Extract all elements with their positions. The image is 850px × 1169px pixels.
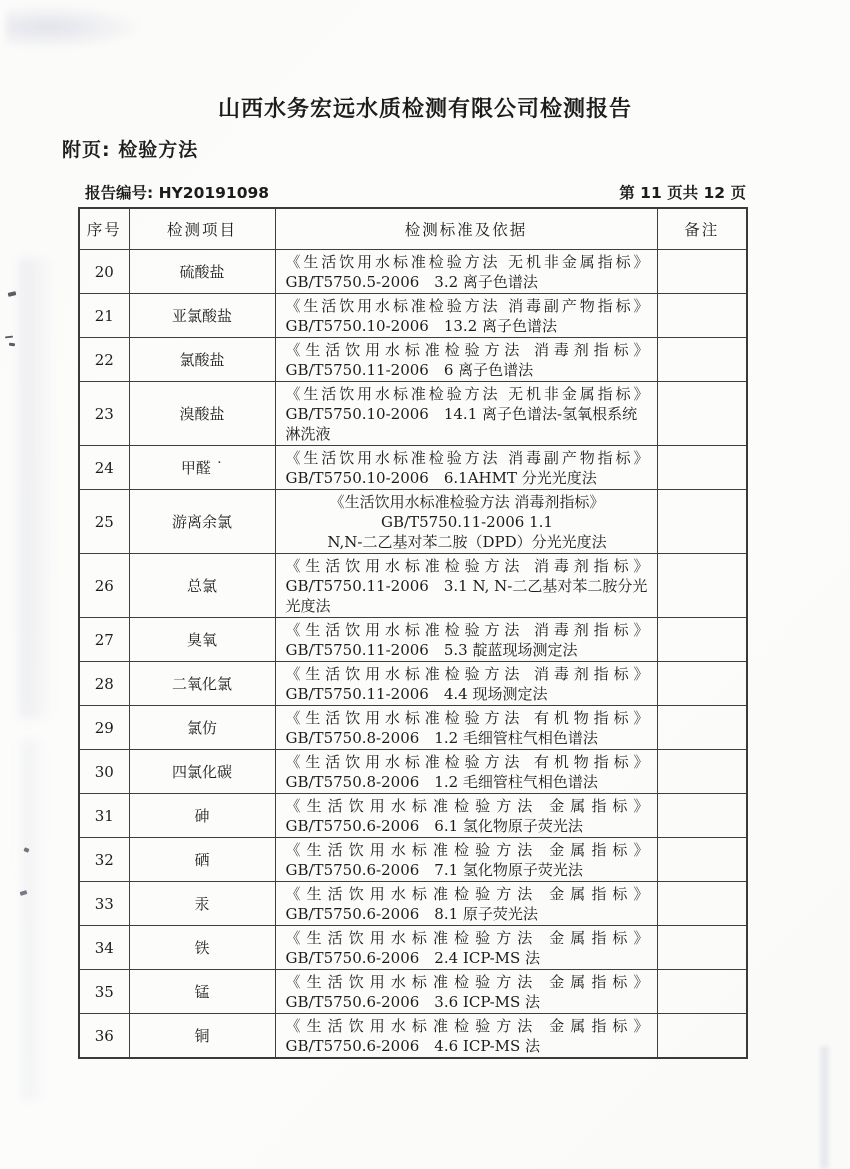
report-title: 山西水务宏远水质检测有限公司检测报告	[217, 97, 632, 122]
row-serial-cell: 28	[79, 662, 129, 706]
table-row	[79, 446, 747, 490]
test-item-cell: 臭氧	[129, 618, 275, 662]
note-cell	[657, 250, 747, 294]
note-cell	[657, 706, 747, 750]
table-row	[79, 706, 747, 750]
row-serial-cell: 35	[79, 970, 129, 1014]
row-serial-cell: 20	[79, 250, 129, 294]
table-row	[79, 554, 747, 618]
method-line: GB/T5750.6-2006 2.4 ICP-MS 法	[285, 949, 541, 967]
method-line: 《生活饮用水标准检验方法 消毒剂指标》	[285, 341, 649, 359]
method-cell	[275, 750, 657, 794]
method-line: GB/T5750.6-2006 4.6 ICP-MS 法	[285, 1037, 541, 1055]
test-item-cell: 总氯	[129, 554, 275, 618]
note-cell	[657, 970, 747, 1014]
method-cell	[275, 882, 657, 926]
method-line: GB/T5750.11-2006 6 离子色谱法	[285, 361, 534, 379]
col-header-note: 备注	[657, 208, 747, 250]
meta-row	[85, 181, 746, 203]
method-cell	[275, 970, 657, 1014]
method-cell	[275, 1014, 657, 1059]
col-header-standard: 检测标准及依据	[275, 208, 657, 250]
method-line: 《生活饮用水标准检验方法 无机非金属指标》	[285, 385, 649, 403]
note-cell	[657, 338, 747, 382]
method-line: 《生活饮用水标准检验方法 金属指标》	[285, 885, 649, 903]
note-cell	[657, 926, 747, 970]
method-line: GB/T5750.6-2006 8.1 原子荧光法	[285, 905, 538, 923]
note-cell	[657, 794, 747, 838]
table-row	[79, 382, 747, 446]
method-cell	[275, 838, 657, 882]
scan-speck	[23, 847, 29, 853]
method-line: GB/T5750.5-2006 3.2 离子色谱法	[285, 273, 538, 291]
test-item-cell: 溴酸盐	[129, 382, 275, 446]
method-cell	[275, 446, 657, 490]
method-line: 淋洗液	[285, 425, 331, 443]
method-line: 《生活饮用水标准检验方法 有机物指标》	[285, 709, 649, 727]
scan-speck	[20, 890, 28, 896]
row-serial-cell: 26	[79, 554, 129, 618]
method-line: GB/T5750.6-2006 7.1 氢化物原子荧光法	[285, 861, 583, 879]
col-header-item: 检测项目	[129, 208, 275, 250]
scan-smudge	[22, 740, 48, 1100]
test-item-cell: 氯酸盐	[129, 338, 275, 382]
row-serial-cell: 34	[79, 926, 129, 970]
method-line: 《生活饮用水标准检验方法 金属指标》	[285, 929, 649, 947]
row-serial-cell: 27	[79, 618, 129, 662]
note-cell	[657, 618, 747, 662]
methods-table	[78, 207, 748, 1059]
table-row	[79, 490, 747, 554]
method-cell	[275, 250, 657, 294]
table-row	[79, 882, 747, 926]
report-number: 报告编号: HY20191098	[85, 184, 270, 202]
table-row	[79, 970, 747, 1014]
test-item-cell: 氯仿	[129, 706, 275, 750]
table-row	[79, 1014, 747, 1059]
method-line: GB/T5750.11-2006 5.3 靛蓝现场测定法	[285, 641, 578, 659]
table-row	[79, 662, 747, 706]
method-line: GB/T5750.11-2006 1.1	[381, 513, 553, 531]
note-cell	[657, 750, 747, 794]
method-line: GB/T5750.11-2006 4.4 现场测定法	[285, 685, 548, 703]
test-item-cell: 亚氯酸盐	[129, 294, 275, 338]
note-cell	[657, 1014, 747, 1059]
method-line: GB/T5750.6-2006 6.1 氢化物原子荧光法	[285, 817, 583, 835]
test-item-cell: 四氯化碳	[129, 750, 275, 794]
page-indicator: 第 11 页共 12 页	[619, 184, 746, 202]
method-line: GB/T5750.8-2006 1.2 毛细管柱气相色谱法	[285, 729, 598, 747]
method-line: 光度法	[285, 597, 331, 615]
scan-smudge	[6, 4, 146, 50]
scan-speck	[5, 336, 13, 339]
table-header-row	[79, 208, 747, 250]
table-row	[79, 338, 747, 382]
method-line: 《生活饮用水标准检验方法 无机非金属指标》	[285, 253, 649, 271]
test-item-cell: 铁	[129, 926, 275, 970]
method-cell	[275, 926, 657, 970]
table-row	[79, 750, 747, 794]
method-cell	[275, 706, 657, 750]
method-line: GB/T5750.10-2006 13.2 离子色谱法	[285, 317, 558, 335]
method-line: GB/T5750.8-2006 1.2 毛细管柱气相色谱法	[285, 773, 598, 791]
scan-smudge	[20, 258, 54, 718]
method-cell	[275, 490, 657, 554]
test-item-cell: 铜	[129, 1014, 275, 1059]
row-serial-cell: 25	[79, 490, 129, 554]
row-serial-cell: 30	[79, 750, 129, 794]
test-item-cell: 锰	[129, 970, 275, 1014]
row-serial-cell: 29	[79, 706, 129, 750]
method-line: GB/T5750.6-2006 3.6 ICP-MS 法	[285, 993, 541, 1011]
method-cell	[275, 338, 657, 382]
row-serial-cell: 24	[79, 446, 129, 490]
note-cell	[657, 490, 747, 554]
method-line: 《生活饮用水标准检验方法 金属指标》	[285, 1017, 649, 1035]
table-row	[79, 250, 747, 294]
method-line: 《生活饮用水标准检验方法 消毒剂指标》	[285, 557, 649, 575]
method-cell	[275, 554, 657, 618]
note-cell	[657, 662, 747, 706]
method-line: 《生活饮用水标准检验方法 消毒剂指标》	[285, 665, 649, 683]
table-row	[79, 618, 747, 662]
row-serial-cell: 21	[79, 294, 129, 338]
note-cell	[657, 294, 747, 338]
appendix-label: 附页: 检验方法	[62, 139, 199, 161]
scan-smudge	[820, 1046, 829, 1169]
table-row	[79, 838, 747, 882]
method-cell	[275, 794, 657, 838]
method-line: 《生活饮用水标准检验方法 消毒副产物指标》	[285, 297, 649, 315]
row-serial-cell: 31	[79, 794, 129, 838]
test-item-cell: 游离余氯	[129, 490, 275, 554]
note-cell	[657, 382, 747, 446]
table-row	[79, 794, 747, 838]
method-line: 《生活饮用水标准检验方法 金属指标》	[285, 797, 649, 815]
scan-speck	[9, 343, 15, 347]
row-serial-cell: 22	[79, 338, 129, 382]
row-serial-cell: 23	[79, 382, 129, 446]
test-item-cell: 砷	[129, 794, 275, 838]
test-item-cell: 硫酸盐	[129, 250, 275, 294]
method-cell	[275, 662, 657, 706]
table-row	[79, 926, 747, 970]
method-cell	[275, 618, 657, 662]
method-line: GB/T5750.11-2006 3.1 N, N-二乙基对苯二胺分光	[285, 577, 648, 595]
note-cell	[657, 838, 747, 882]
method-line: N,N-二乙基对苯二胺（DPD）分光光度法	[327, 533, 607, 551]
row-serial-cell: 36	[79, 1014, 129, 1059]
method-cell	[275, 294, 657, 338]
method-line: GB/T5750.10-2006 6.1AHMT 分光光度法	[285, 469, 597, 487]
method-line: 《生活饮用水标准检验方法 金属指标》	[285, 841, 649, 859]
test-item-cell: 甲醛 ˙	[129, 446, 275, 490]
note-cell	[657, 554, 747, 618]
row-serial-cell: 32	[79, 838, 129, 882]
method-line: 《生活饮用水标准检验方法 有机物指标》	[285, 753, 649, 771]
method-line: GB/T5750.10-2006 14.1 离子色谱法-氢氧根系统	[285, 405, 638, 423]
scan-speck	[8, 291, 17, 297]
note-cell	[657, 446, 747, 490]
method-line: 《生活饮用水标准检验方法 消毒剂指标》	[329, 493, 605, 511]
col-header-serial: 序号	[79, 208, 129, 250]
method-line: 《生活饮用水标准检验方法 消毒剂指标》	[285, 621, 649, 639]
method-cell	[275, 382, 657, 446]
table-row	[79, 294, 747, 338]
test-item-cell: 硒	[129, 838, 275, 882]
test-item-cell: 二氧化氯	[129, 662, 275, 706]
row-serial-cell: 33	[79, 882, 129, 926]
test-item-cell: 汞	[129, 882, 275, 926]
method-line: 《生活饮用水标准检验方法 金属指标》	[285, 973, 649, 991]
method-line: 《生活饮用水标准检验方法 消毒副产物指标》	[285, 449, 649, 467]
note-cell	[657, 882, 747, 926]
